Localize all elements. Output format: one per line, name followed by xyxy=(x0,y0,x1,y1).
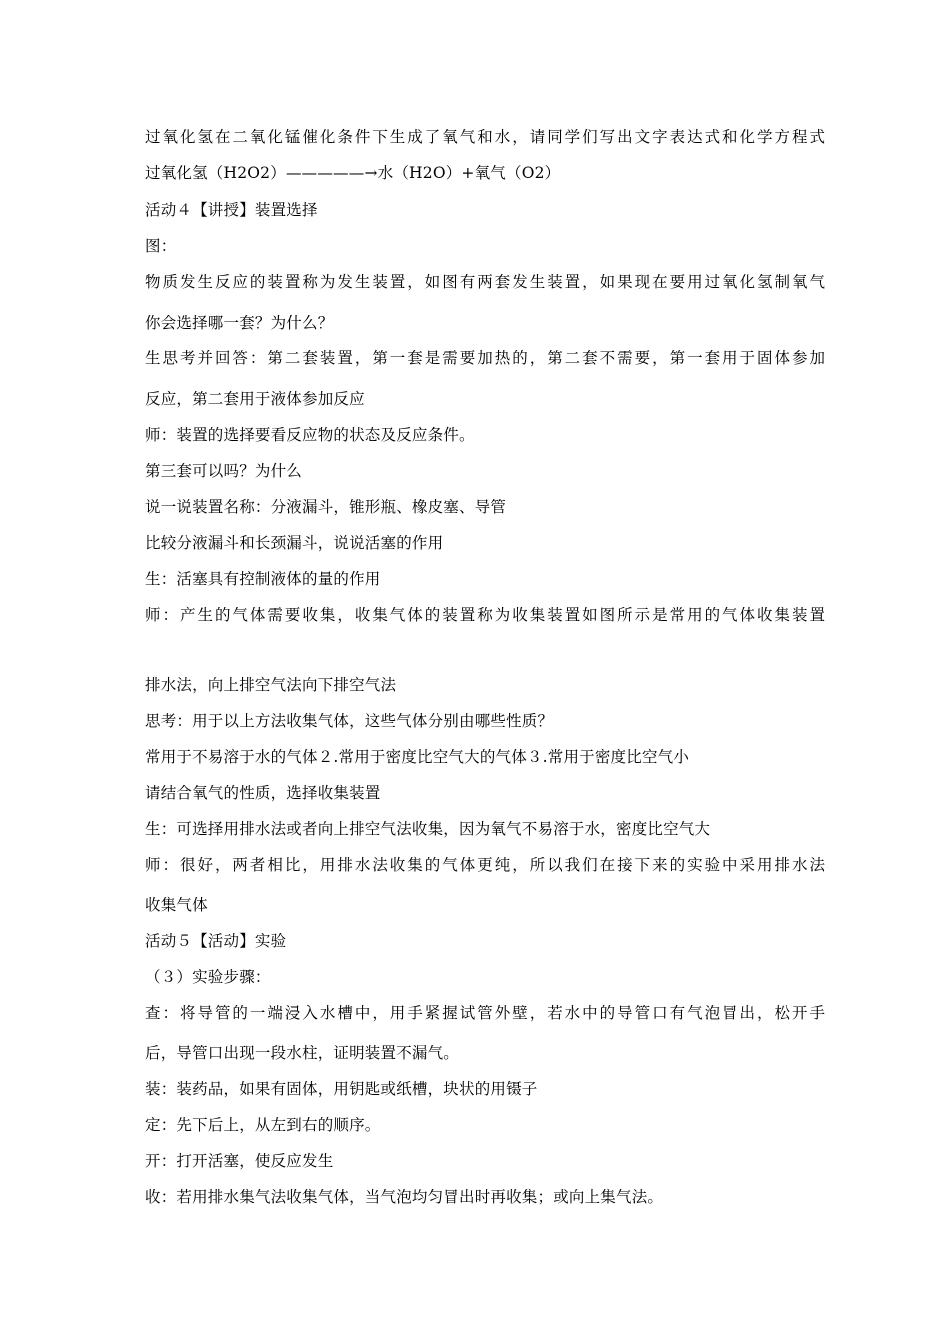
text-line: 常用于不易溶于水的气体２.常用于密度比空气大的气体３.常用于密度比空气小 xyxy=(145,748,690,766)
text-line: 反应，第二套用于液体参加反应 xyxy=(145,390,365,408)
text-line: 生：可选择用排水法或者向上排空气法收集，因为氧气不易溶于水，密度比空气大 xyxy=(145,820,711,838)
section-heading: 活动５【活动】实验 xyxy=(145,932,287,950)
text-line: 收集气体 xyxy=(145,896,208,914)
text-line: 师：很好，两者相比，用排水法收集的气体更纯，所以我们在接下来的实验中采用排水法 xyxy=(145,856,825,874)
text-line: 说一说装置名称：分液漏斗，锥形瓶、橡皮塞、导管 xyxy=(145,498,507,516)
text-line: 过氧化氢在二氧化锰催化条件下生成了氧气和水，请同学们写出文字表达式和化学方程式 xyxy=(145,128,825,146)
text-line: 思考：用于以上方法收集气体，这些气体分别由哪些性质？ xyxy=(145,712,554,730)
text-line: 请结合氧气的性质，选择收集装置 xyxy=(145,784,381,802)
text-line: 第三套可以吗？为什么 xyxy=(145,462,303,480)
text-line: 收：若用排水集气法收集气体，当气泡均匀冒出时再收集；或向上集气法。 xyxy=(145,1188,664,1206)
text-line: 排水法，向上排空气法向下排空气法 xyxy=(145,676,397,694)
text-line: 生：活塞具有控制液体的量的作用 xyxy=(145,570,381,588)
text-line: 查：将导管的一端浸入水槽中，用手紧握试管外壁，若水中的导管口有气泡冒出，松开手 xyxy=(145,1004,825,1022)
text-line: 比较分液漏斗和长颈漏斗，说说活塞的作用 xyxy=(145,534,444,552)
text-line: 图： xyxy=(145,237,177,255)
text-line: （３）实验步骤： xyxy=(145,968,271,986)
text-line: 师：产生的气体需要收集，收集气体的装置称为收集装置如图所示是常用的气体收集装置 xyxy=(145,606,825,624)
text-line: 物质发生反应的装置称为发生装置，如图有两套发生装置，如果现在要用过氧化氢制氧气 xyxy=(145,273,825,291)
text-line: 你会选择哪一套？为什么？ xyxy=(145,314,334,332)
text-line: 开：打开活塞，使反应发生 xyxy=(145,1152,334,1170)
text-line: 过氧化氢（H2O2）—————→水（H2O）+氧气（O2） xyxy=(145,164,561,182)
text-line: 后，导管口出现一段水柱，证明装置不漏气。 xyxy=(145,1044,460,1062)
section-heading: 活动４【讲授】装置选择 xyxy=(145,201,318,219)
text-line: 定：先下后上，从左到右的顺序。 xyxy=(145,1116,381,1134)
text-line: 师：装置的选择要看反应物的状态及反应条件。 xyxy=(145,426,475,444)
text-line: 装：装药品，如果有固体，用钥匙或纸槽，块状的用镊子 xyxy=(145,1080,538,1098)
text-line: 生思考并回答：第二套装置，第一套是需要加热的，第二套不需要，第一套用于固体参加 xyxy=(145,349,825,367)
